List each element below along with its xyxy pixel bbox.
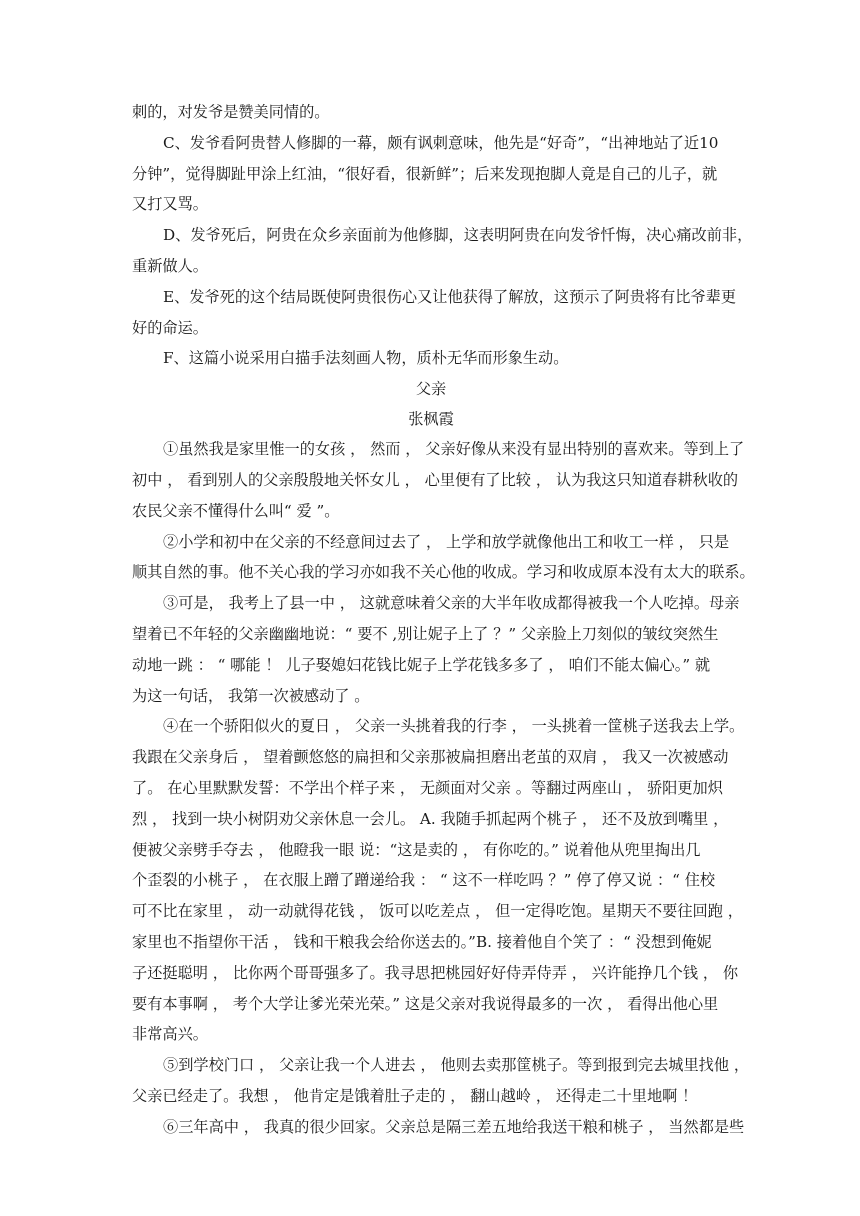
- text-line: 个歪裂的小桃子 ， 在衣服上蹭了蹭递给我 ： “ 这不一样吃吗 ？” 停了停又说 ：“ 住校: [132, 871, 716, 890]
- text-line: 家里也不指望你干活 ， 钱和干粮我会给你送去的。”B. 接着他自个笑了 ：“ 没想到俺妮: [132, 932, 712, 951]
- text-line: E、发爷死的这个结局既使阿贵很伤心又让他获得了解放，这预示了阿贵将有比爷辈更: [163, 287, 737, 306]
- text-line: 刺的，对发爷是赞美同情的。: [132, 103, 330, 121]
- text-line: D、发爷死后，阿贵在众乡亲面前为他修脚，这表明阿贵在向发爷忏悔，决心痛改前非，: [163, 226, 753, 245]
- article-title: 父亲: [415, 380, 447, 399]
- text-line: 可不比在家里 ， 动一动就得花钱 ， 饭可以吃差点 ， 但一定得吃饱。星期天不要往回跑 ，: [132, 902, 743, 921]
- text-line: F、这篇小说采用白描手法刻画人物，质朴无华而形象生动。: [163, 349, 569, 368]
- text-line: 为这一句话， 我第一次被感动了 。: [132, 686, 370, 705]
- text-line: ②小学和初中在父亲的不经意间过去了 ， 上学和放学就像他出工和收工一样 ， 只是: [163, 532, 730, 551]
- text-line: 非常高兴。: [132, 1025, 208, 1044]
- text-line: 要有本事啊 ， 考个大学让爹光荣光荣。” 这是父亲对我说得最多的一次 ， 看得出他心里: [132, 994, 719, 1013]
- text-line: 子还挺聪明 ， 比你两个哥哥强多了。我寻思把桃园好好侍弄侍弄 ， 兴许能挣几个钱 ， 你: [132, 963, 739, 982]
- article-author: 张枫霞: [408, 410, 454, 429]
- document-body: [132, 97, 755, 1143]
- text-line: 动地一跳 ： “ 哪能 ！ 儿子娶媳妇花钱比妮子上学花钱多多了 ， 咱们不能太偏心。” 就: [132, 655, 711, 674]
- text-line: 便被父亲劈手夺去 ， 他瞪我一眼 说：“这是卖的 ， 有你吃的。” 说着他从兜里掏出几: [132, 840, 701, 859]
- text-line: 顺其自然的事。他不关心我的学习亦如我不关心他的收成。学习和收成原本没有太大的联系。: [132, 563, 755, 582]
- text-line: ⑤到学校门口 ， 父亲让我一个人进去 ， 他则去卖那筐桃子。等到报到完去城里找他 ，: [163, 1056, 750, 1075]
- text-line: C、发爷看阿贵替人修脚的一幕，颇有讽刺意味，他先是“好奇”，“出神地站了近10: [163, 133, 719, 152]
- text-line: 烈 ， 找到一块小树阴劝父亲休息一会儿。 A. 我随手抓起两个桃子 ， 还不及放到嘴里 ，: [132, 809, 729, 828]
- text-line: 望着已不年轻的父亲幽幽地说：“ 要不 ,别让妮子上了 ？” 父亲脸上刀刻似的皱纹突然生: [132, 624, 719, 643]
- text-line: 重新做人。: [132, 256, 208, 275]
- text-line: ③可是， 我考上了县一中 ， 这就意味着父亲的大半年收成都得被我一个人吃掉。母亲: [163, 594, 740, 613]
- text-line: 父亲已经走了。我想 ， 他肯定是饿着肚子走的 ， 翻山越岭 ， 还得走二十里地啊 ！: [132, 1086, 698, 1105]
- text-line: 了。 在心里默默发誓：不学出个样子来 ， 无颜面对父亲 。等翻过两座山 ， 骄阳更加炽: [132, 778, 723, 797]
- text-line: 农民父亲不懂得什么叫“ 爱 ”。: [132, 501, 340, 520]
- text-line: ①虽然我是家里惟一的女孩 ， 然而 ， 父亲好像从来没有显出特别的喜欢来。等到上了: [163, 440, 745, 459]
- text-line: 又打又骂。: [132, 195, 208, 214]
- text-line: 分钟”，觉得脚趾甲涂上红油，“很好看，很新鲜”；后来发现抱脚人竟是自己的儿子，就: [132, 164, 718, 183]
- text-line: ⑥三年高中 ， 我真的很少回家。父亲总是隔三差五地给我送干粮和桃子 ， 当然都是些: [163, 1117, 745, 1136]
- text-line: 好的命运。: [132, 318, 208, 337]
- text-line: 我跟在父亲身后 ， 望着颤悠悠的扁担和父亲那被扁担磨出老茧的双肩 ， 我又一次被感动: [132, 748, 729, 767]
- text-line: ④在一个骄阳似火的夏日 ， 父亲一头挑着我的行李 ， 一头挑着一筐桃子送我去上学。: [163, 717, 745, 736]
- text-line: 初中 ， 看到别人的父亲殷殷地关怀女儿 ， 心里便有了比较 ， 认为我这只知道春耕秋收的: [132, 470, 739, 489]
